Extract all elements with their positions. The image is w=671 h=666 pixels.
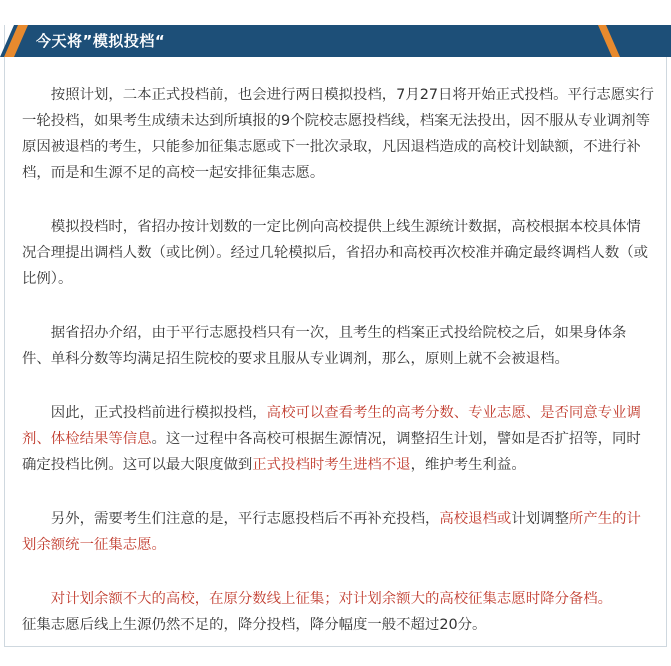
highlighted-text: 高校退档或 [439,511,512,527]
highlighted-text: 高校可以查看考生的高考分数、专业志愿、是否同意专业调剂、体检结果等信息 [22,405,641,447]
highlighted-text: 正式投档时考生进档不退 [252,457,411,473]
paragraph [22,586,654,638]
body-text: 据省招办介绍，由于平行志愿投档只有一次，且考生的档案正式投给院校之后，如果身体条件、单科分数等均满足招生院校的要求且服从专业调剂，那么，原则上就不会被退档。 [22,325,627,367]
body-text: 另外，需要考生们注意的是，平行志愿投档后不再补充投档， [50,511,440,527]
body-text: 模拟投档时，省招办按计划数的一定比例向高校提供上线生源统计数据，高校根据本校具体情况合理提出调档人数（或比例）。经过几轮模拟后，省招办和高校再次校准并确定最终调档人数（或比例）。 [22,219,648,287]
section-header [0,25,671,57]
body-text: 。这一过程中各高校可根据生源情况，调整招生计划，譬如是否扩招等，同时确定投档比例。这可以最大限度做到 [22,431,641,473]
body-text: 按照计划，二本正式投档前，也会进行两日模拟投档，7月27日将开始正式投档。平行志愿实行一轮投档，如果考生成绩未达到所填报的9个院校志愿投档线，档案无法投出，因不服从专业调剂等原因被退档的考生，只能参加征集志愿或下一批次录取，凡因退档造成的高校计划缺额，不进行补档，而是和生源不足的高校一起安排征集志愿。 [22,87,654,181]
article-body [22,82,654,666]
body-text: 征集志愿后线上生源仍然不足的，降分投档，降分幅度一般不超过20分。 [22,617,487,633]
paragraph [22,400,654,478]
paragraph [22,320,654,372]
paragraph [22,506,654,558]
highlighted-text: 对计划余额不大的高校，在原分数线上征集；对计划余额大的高校征集志愿时降分备档。 [50,591,613,607]
body-text: 因此，正式投档前进行模拟投档， [50,405,267,421]
paragraph [22,82,654,186]
highlighted-text: 所产生的计划余额统一征集志愿。 [22,511,641,553]
page-title: 今天将”模拟投档“ [36,32,166,50]
paragraph [22,214,654,292]
body-text: ，维护考生利益。 [410,457,526,473]
body-text: 计划调整 [511,511,569,527]
